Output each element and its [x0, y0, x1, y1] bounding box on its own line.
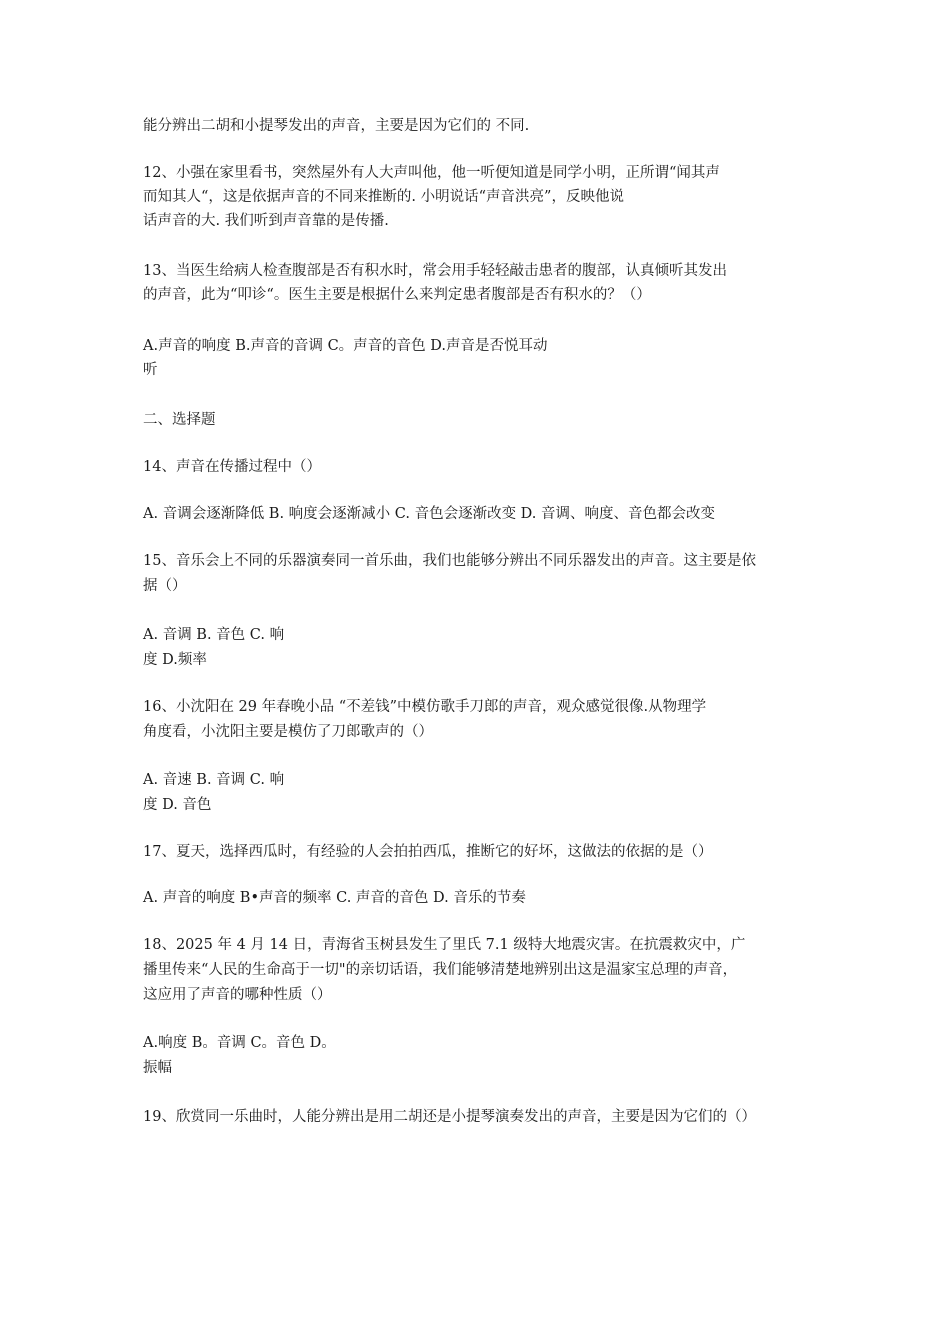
question-16-line-2: 角度看，小沈阳主要是模仿了刀郎歌声的（） [143, 724, 433, 740]
question-12-line-3: 话声音的大. 我们听到声音靠的是传播. [143, 213, 389, 229]
question-15-options-line-1: A. 音调 B. 音色 C. 响 [143, 627, 285, 643]
question-14: 14、声音在传播过程中（） [143, 459, 321, 475]
question-15-line-2: 据（） [143, 578, 187, 594]
question-18-options-line-2: 振幅 [143, 1060, 172, 1076]
question-18-options-line-1: A.响度 B。音调 C。音色 D。 [143, 1035, 336, 1051]
question-18-line-2: 播里传来“人民的生命高于一切"的亲切话语，我们能够清楚地辨别出这是温家宝总理的声音， [143, 962, 738, 978]
question-17-options: A. 声音的响度 B•声音的频率 C. 声音的音色 D. 音乐的节奏 [143, 890, 526, 906]
question-13-options-line-1: A.声音的响度 B.声音的音调 C。声音的音色 D.声音是否悦耳动 [143, 338, 548, 354]
text-line-q11-continuation: 能分辨出二胡和小提琴发出的声音，主要是因为它们的 不同. [143, 118, 530, 134]
question-15-line-1: 15、音乐会上不同的乐器演奏同一首乐曲，我们也能够分辨出不同乐器发出的声音。这主要是依 [143, 553, 756, 569]
question-16-line-1: 16、小沈阳在 29 年春晚小品 “不差钱”中模仿歌手刀郎的声音，观众感觉很像.从物理学 [143, 699, 707, 715]
section-heading-choice: 二、选择题 [143, 412, 216, 428]
question-12-line-1: 12、小强在家里看书，突然屋外有人大声叫他，他一听便知道是同学小明，正所谓“闻其声 [143, 165, 720, 181]
question-15-options-line-2: 度 D.频率 [143, 652, 207, 668]
question-14-options: A. 音调会逐渐降低 B. 响度会逐渐减小 C. 音色会逐渐改变 D. 音调、响度、音色都会改变 [143, 506, 716, 522]
question-13-line-1: 13、当医生给病人检查腹部是否有积水时，常会用手轻轻敲击患者的腹部，认真倾听其发出 [143, 263, 727, 279]
question-17: 17、夏天，选择西瓜时，有经验的人会拍拍西瓜，推断它的好坏，这做法的依据的是（） [143, 844, 713, 860]
question-16-options-line-2: 度 D. 音色 [143, 797, 212, 813]
question-16-options-line-1: A. 音速 B. 音调 C. 响 [143, 772, 285, 788]
question-18-line-3: 这应用了声音的哪种性质（） [143, 987, 332, 1003]
question-12-line-2: 而知其人“，这是依据声音的不同来推断的. 小明说话“声音洪亮”，反映他说 [143, 189, 624, 205]
question-13-options-line-2: 听 [143, 362, 158, 378]
question-18-line-1: 18、2025 年 4 月 14 日，青海省玉树县发生了里氏 7.1 级特大地震灾害。在抗震救灾中，广 [143, 937, 746, 953]
question-19: 19、欣赏同一乐曲时，人能分辨出是用二胡还是小提琴演奏发出的声音，主要是因为它们的（） [143, 1109, 756, 1125]
question-13-line-2: 的声音，此为“叩诊“。医生主要是根据什么来判定患者腹部是否有积水的？（） [143, 287, 651, 303]
